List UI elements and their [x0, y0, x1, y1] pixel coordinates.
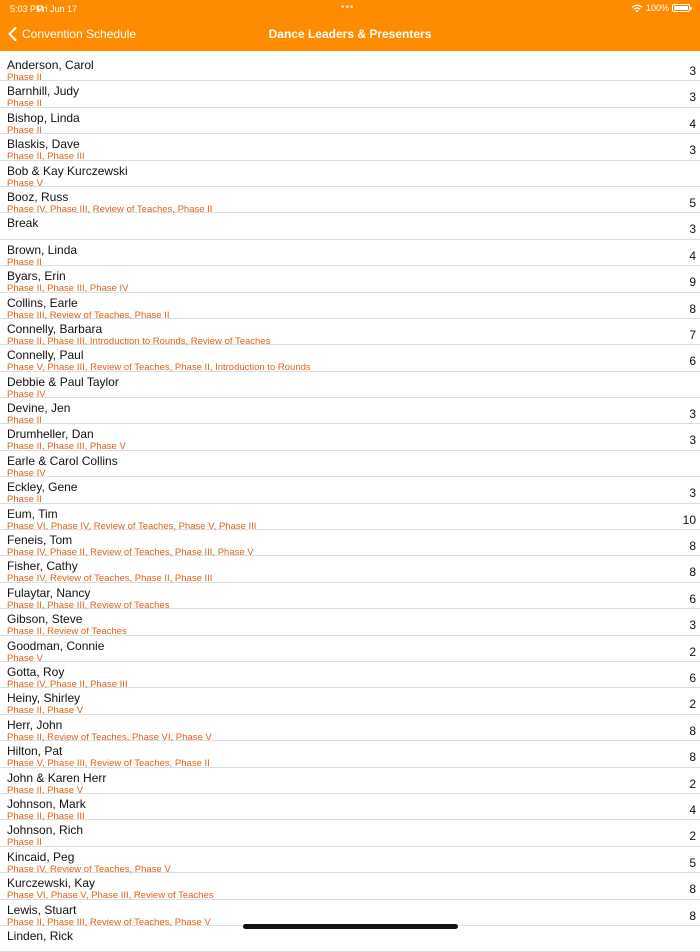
- leader-name: Blaskis, Dave: [7, 137, 80, 152]
- leader-sessions: Phase V, Phase III, Review of Teaches, Phase II: [7, 758, 210, 770]
- leader-name: Feneis, Tom: [7, 533, 73, 548]
- session-count: 5: [689, 195, 696, 210]
- list-item[interactable]: [0, 398, 700, 427]
- session-count: 3: [689, 618, 696, 633]
- leader-name: John & Karen Herr: [7, 770, 107, 785]
- leader-name: Goodman, Connie: [7, 638, 105, 653]
- leader-name: Anderson, Carol: [7, 58, 94, 72]
- leader-name: Johnson, Rich: [7, 823, 84, 838]
- leader-name: Hilton, Pat: [7, 744, 63, 759]
- list-item[interactable]: [0, 926, 700, 952]
- leader-name: Collins, Earle: [7, 295, 78, 310]
- leader-sessions: Phase IV, Phase II, Phase III: [7, 678, 128, 690]
- session-count: 3: [689, 433, 696, 448]
- list-item[interactable]: [0, 583, 700, 609]
- leader-name: Eum, Tim: [7, 506, 58, 521]
- battery-percent: 100%: [645, 3, 669, 13]
- list-item[interactable]: [0, 741, 700, 770]
- session-count: 9: [689, 275, 696, 290]
- leader-sessions: Phase II, Phase III, Review of Teaches, Phase V: [7, 916, 211, 928]
- leader-sessions: Phase II: [7, 494, 42, 506]
- session-count: 6: [689, 354, 696, 369]
- leader-name: Kurczewski, Kay: [7, 876, 96, 891]
- leader-sessions: Phase II, Review of Teaches, Phase VI, Phase V: [7, 731, 212, 743]
- session-count: 7: [689, 327, 696, 342]
- leader-sessions: Phase V, Phase III, Review of Teaches, Phase II, Introduction to Rounds: [7, 362, 311, 374]
- leader-sessions: Phase II: [7, 124, 42, 136]
- list-item[interactable]: [0, 847, 700, 873]
- list-item[interactable]: [0, 688, 700, 717]
- leader-sessions: Phase II, Review of Teaches: [7, 626, 127, 638]
- leader-sessions: Phase V: [7, 652, 43, 664]
- session-count: 8: [689, 882, 696, 897]
- leader-name: Johnson, Mark: [7, 796, 86, 811]
- leader-sessions: Phase II: [7, 72, 42, 83]
- leader-sessions: Phase II: [7, 837, 42, 849]
- leader-sessions: Phase IV, Review of Teaches, Phase V: [7, 863, 171, 875]
- session-count: 10: [682, 512, 696, 527]
- session-count: 6: [689, 670, 696, 685]
- status-indicators: [631, 3, 690, 13]
- page-title: Dance Leaders & Presenters: [268, 27, 432, 41]
- session-count: 5: [689, 855, 696, 870]
- list-item[interactable]: [0, 636, 700, 662]
- session-count: 4: [689, 248, 696, 263]
- session-count: 2: [689, 776, 696, 791]
- session-count: 3: [689, 486, 696, 501]
- leader-sessions: Phase V: [7, 177, 43, 189]
- session-count: 2: [689, 644, 696, 659]
- status-time: 5:03 PM: [10, 4, 44, 14]
- leader-sessions: Phase II: [7, 415, 42, 427]
- session-count: 8: [689, 539, 696, 554]
- list-item[interactable]: [0, 768, 700, 794]
- list-item[interactable]: [0, 345, 700, 374]
- leader-sessions: Phase II, Phase III, Introduction to Rounds, Review of Teaches: [7, 335, 271, 347]
- leader-name: Booz, Russ: [7, 189, 69, 204]
- session-count: 8: [689, 750, 696, 765]
- session-count: 3: [689, 407, 696, 422]
- leader-sessions: Phase II: [7, 256, 42, 268]
- leader-name: Fisher, Cathy: [7, 559, 78, 574]
- session-count: 3: [689, 143, 696, 158]
- leader-name: Bishop, Linda: [7, 110, 80, 125]
- leader-name: Break: [7, 216, 39, 231]
- leader-name: Linden, Rick: [7, 928, 74, 943]
- leader-sessions: Phase II: [7, 98, 42, 110]
- list-item[interactable]: [0, 451, 700, 477]
- leader-sessions: Phase II, Phase III: [7, 151, 85, 163]
- leader-sessions: Phase II, Phase III, Review of Teaches: [7, 599, 170, 611]
- leader-sessions: Phase II, Phase III: [7, 810, 85, 822]
- leader-sessions: Phase IV, Phase III, Review of Teaches, Phase II: [7, 203, 213, 215]
- leader-name: Heiny, Shirley: [7, 691, 81, 706]
- leader-name: Gotta, Roy: [7, 664, 65, 679]
- leader-sessions: Phase IV: [7, 467, 46, 479]
- status-date: Fri Jun 17: [37, 4, 78, 14]
- leader-sessions: Phase IV: [7, 388, 46, 400]
- leader-sessions: Phase II, Phase V: [7, 784, 84, 796]
- leader-name: Barnhill, Judy: [7, 84, 80, 99]
- list-item[interactable]: [0, 662, 700, 688]
- list-item[interactable]: [0, 134, 700, 163]
- leader-name: Eckley, Gene: [7, 480, 78, 495]
- multitasking-dots-icon[interactable]: •••: [341, 2, 355, 13]
- leader-sessions: Phase IV, Review of Teaches, Phase II, Phase III: [7, 573, 213, 585]
- leader-name: Byars, Erin: [7, 269, 66, 284]
- list-item[interactable]: [0, 161, 700, 187]
- leader-name: Drumheller, Dan: [7, 427, 94, 442]
- list-item[interactable]: [0, 900, 700, 926]
- session-count: 2: [689, 829, 696, 844]
- list-item[interactable]: [0, 820, 700, 849]
- list-item[interactable]: [0, 424, 700, 453]
- leader-sessions: Phase VI, Phase V, Phase III, Review of Teaches: [7, 890, 214, 902]
- leader-name: Connelly, Barbara: [7, 321, 103, 336]
- leader-name: Brown, Linda: [7, 242, 78, 257]
- list-item[interactable]: [0, 213, 700, 239]
- leader-sessions: Phase II, Phase III, Phase IV: [7, 283, 129, 295]
- list-item[interactable]: [0, 715, 700, 741]
- list-item[interactable]: [0, 477, 700, 506]
- list-item[interactable]: [0, 108, 700, 134]
- session-count: 3: [689, 222, 696, 237]
- session-count: 2: [689, 697, 696, 712]
- session-count: 3: [689, 90, 696, 105]
- battery-icon: [672, 4, 690, 12]
- back-button-label: Convention Schedule: [22, 27, 137, 41]
- home-indicator[interactable]: [243, 924, 458, 929]
- list-item[interactable]: [0, 530, 700, 559]
- list-item[interactable]: [0, 240, 700, 266]
- list-item[interactable]: [0, 81, 700, 110]
- list-item[interactable]: [0, 187, 700, 213]
- wifi-icon: [631, 4, 643, 13]
- session-count: 3: [689, 64, 696, 78]
- leader-name: Connelly, Paul: [7, 348, 84, 363]
- status-bar: [0, 0, 700, 16]
- navigation-bar: [0, 0, 700, 51]
- list-item[interactable]: [0, 504, 700, 530]
- list-item[interactable]: [0, 266, 700, 295]
- leader-name: Fulaytar, Nancy: [7, 585, 91, 600]
- session-count: 8: [689, 908, 696, 923]
- session-count: 4: [689, 802, 696, 817]
- list-item[interactable]: [0, 873, 700, 902]
- list-item[interactable]: [0, 794, 700, 820]
- leader-name: Gibson, Steve: [7, 612, 83, 627]
- session-count: 8: [689, 301, 696, 316]
- list-item[interactable]: [0, 55, 700, 81]
- leaders-list: [0, 55, 700, 952]
- list-item[interactable]: [0, 372, 700, 398]
- session-count: 6: [689, 591, 696, 606]
- leader-name: Devine, Jen: [7, 401, 71, 416]
- leader-name: Debbie & Paul Taylor: [7, 374, 119, 389]
- leader-name: Earle & Carol Collins: [7, 453, 118, 468]
- session-count: 8: [689, 565, 696, 580]
- list-item[interactable]: [0, 556, 700, 585]
- leader-name: Bob & Kay Kurczewski: [7, 163, 128, 178]
- leader-sessions: Phase VI, Phase IV, Review of Teaches, Phase V, Phase III: [7, 520, 257, 532]
- session-count: 4: [689, 116, 696, 131]
- leader-name: Lewis, Stuart: [7, 902, 77, 917]
- leader-sessions: Phase IV, Phase II, Review of Teaches, Phase III, Phase V: [7, 547, 254, 559]
- leader-sessions: Phase III, Review of Teaches, Phase II: [7, 309, 170, 321]
- leader-sessions: Phase II, Phase V: [7, 705, 84, 717]
- leader-sessions: Phase II, Phase III, Phase V: [7, 441, 126, 453]
- list-item[interactable]: [0, 609, 700, 638]
- list-item[interactable]: [0, 293, 700, 319]
- leader-name: Kincaid, Peg: [7, 849, 75, 864]
- list-item[interactable]: [0, 319, 700, 345]
- session-count: 8: [689, 723, 696, 738]
- leader-name: Herr, John: [7, 717, 63, 732]
